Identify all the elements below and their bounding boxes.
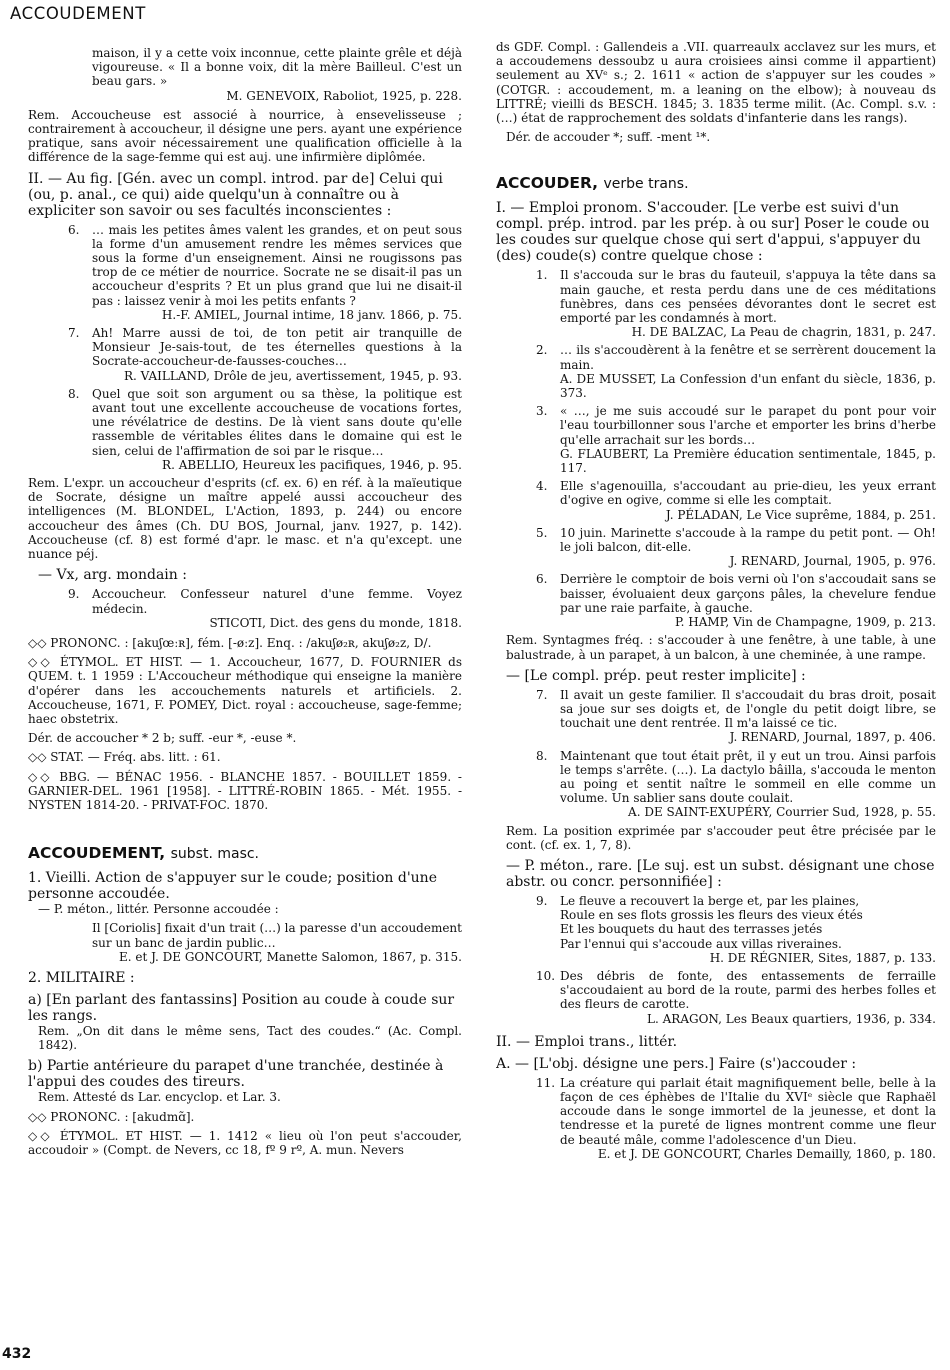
etymology-continuation: ds GDF. Compl. : Gallendeis a .VII. quarreaulx acclavez sur les murs, et a accoudemens dessoubz u aura croisiees ainsi comme il appartient) seulement au XVᵉ s.; 2. 1611 « action de s'appuyer sur les coudes » (COTGR. : accoudement, m. a leaning on the elbow); à nouveau ds LITTRÉ; vieilli ds BESCH. 1845; 3. 1835 terme milit. (Ac. Compl. s.v. : (…) état de rapprochement des soldats d'infanterie dans les rangs). [496, 40, 936, 126]
example-number: 8. [536, 748, 548, 763]
example-9 [28, 587, 462, 630]
example-number: 7. [68, 326, 80, 341]
example-5 [496, 526, 936, 569]
example-source: P. HAMP, Vin de Champagne, 1909, p. 213. [674, 615, 936, 630]
example-text: Ah! Marre aussi de toi, de ton petit air tranquille de Monsieur Je-sais-tout, de tes éternelles questions à la Socrate-accoucheur-de-fausses-couches… [92, 326, 462, 369]
entry-word: ACCOUDEMENT, [28, 844, 166, 863]
right-column [496, 40, 936, 1356]
example-9 [496, 894, 936, 965]
entry-word: ACCOUDER, [496, 174, 599, 193]
example-8 [496, 749, 936, 820]
example-text: Maintenant que tout était prêt, il y eut un trou. Ainsi parfois le temps s'arrête. (…). La dactylo bâilla, s'accouda le menton au poing et sentit naître le sommeil en elle comme un volume. Un sablier sans doute coulait. [560, 748, 936, 806]
example-number: 4. [536, 479, 548, 494]
running-head: ACCOUDEMENT [10, 4, 146, 23]
sense-2: 2. MILITAIRE : [28, 969, 135, 986]
quote-continuation [28, 46, 462, 103]
example-source: E. et J. DE GONCOURT, Charles Demailly, 1860, p. 180. [597, 1146, 936, 1161]
example-text: Derrière le comptoir de bois verni où l'on s'accoudait sans se baisser, évoluaient deux garçons pâles, la chevelure fendue par une raie parfaite, à gauche. [560, 572, 936, 615]
sub-heading: — P. méton., rare. [Le suj. est un subst. désignant une chose abstr. ou concr. personnifiée] : [506, 857, 935, 890]
remark: Rem. Accoucheuse est associé à nourrice, à ensevelisseuse ; contrairement à accoucheur, il désigne une pers. ayant une expérience pratique, sans avoir nécessairement une qualification officielle à la différence de la sage-femme qui est auj. une infirmière diplômée. [28, 107, 462, 165]
left-column [28, 46, 462, 1362]
section-heading: II. — Emploi trans., littér. [496, 1033, 678, 1050]
sub-heading: — P. méton., littér. Personne accoudée : [38, 902, 279, 917]
remark: Rem. L'expr. un accoucheur d'esprits (cf. ex. 6) en réf. à la maïeutique de Socrate, désigne un maître appelé aussi accoucheur des intelligences (M. BLONDEL, L'Action, 1893, p. 244) ou encore accoucheur des âmes (Ch. DU BOS, Journal, janv. 1927, p. 142). Accoucheuse (cf. 8) est formé d'apr. le masc. et n'a qu'except. une nuance péj. [28, 476, 462, 562]
example-source: J. RENARD, Journal, 1905, p. 976. [729, 554, 936, 569]
example-number: 3. [536, 404, 548, 419]
entry-heading [28, 844, 462, 862]
example-source: J. PÉLADAN, Le Vice suprême, 1884, p. 251. [665, 507, 936, 522]
example-text: Il s'accouda sur le bras du fauteuil, s'appuya la tête dans sa main gauche, et resta perdu dans une de ces méditations funèbres, dans ces pensées dévorantes dont le secret est emporté par les condamnés à mort. [560, 268, 936, 326]
example-source: E. et J. DE GONCOURT, Manette Salomon, 1867, p. 315. [118, 949, 462, 964]
example-text: Il avait un geste familier. Il s'accoudait du bras droit, posait sa joue sur ses doigts et, de l'ongle du petit doigt libre, se touchait une dent rentrée. Il m'a laissé ce tic. [560, 687, 936, 731]
example-8 [28, 387, 462, 472]
example-number: 1. [536, 268, 548, 283]
example-source: L. ARAGON, Les Beaux quartiers, 1936, p. 334. [647, 1011, 936, 1026]
example-source: R. VAILLAND, Drôle de jeu, avertissement, 1945, p. 93. [123, 368, 462, 383]
pronunciation: ◇◇ PRONONC. : [akuʃœːʀ], fém. [-øːz]. Enq. : /akuʃø₂ʀ, akuʃø₂z, D/. [28, 635, 432, 650]
derivation: Dér. de accouder *; suff. -ment ¹*. [506, 130, 711, 145]
page-number: 432 [2, 1346, 32, 1362]
remark: Rem. La position exprimée par s'accouder peut être précisée par le cont. (cf. ex. 1, 7, 8). [506, 823, 936, 852]
example-text: Il [Coriolis] fixait d'un trait (…) la paresse d'un accoudement sur un banc de jardin public… [92, 921, 462, 950]
example-quote [28, 921, 462, 964]
quote-text: maison, il y a cette voix inconnue, cette plainte grêle et déjà vigoureuse. « Il a bonne voix, dit la mère Bailleul. C'est un beau gars. » [92, 46, 462, 89]
example-source: J. RENARD, Journal, 1897, p. 406. [729, 730, 936, 745]
example-source: H. DE RÉGNIER, Sites, 1887, p. 133. [709, 950, 936, 965]
example-number: 7. [536, 687, 548, 702]
example-number: 5. [536, 525, 548, 540]
example-text: … mais les petites âmes valent les grandes, et on peut sous la forme d'un amusement rendre les mêmes services que sous la forme d'un enseignement. Ainsi ne rougissons pas trop de ce métier de nourrice. Socrate ne se disait-il pas un accoucheur d'esprits ? Et un plus grand que lui ne disait-il pas : laissez venir à moi les petits enfants ? [92, 222, 462, 308]
sense-1: 1. Vieilli. Action de s'appuyer sur le coude; position d'une personne accoudée. [28, 870, 437, 903]
example-text: … ils s'accoudèrent à la fenêtre et se serrèrent doucement la main. [560, 343, 936, 372]
example-source: R. ABELLIO, Heureux les pacifiques, 1946, p. 95. [162, 457, 462, 472]
example-number: 9. [68, 587, 80, 602]
entry-pos: subst. masc. [170, 846, 260, 863]
example-number: 2. [536, 343, 548, 358]
example-3 [496, 404, 936, 475]
etymology: ◇◇ ÉTYMOL. ET HIST. — 1. Accoucheur, 1677, D. FOURNIER ds QUEM. t. 1 1959 : L'Accoucheur méthodique qui enseigne la manière d'opérer dans les accouchements naturels et artificiels. 2. Accoucheuse, 1671, F. POMEY, Dict. royal : accoucheuse, sage-femme; haec obstetrix. [28, 655, 462, 726]
example-7 [496, 688, 936, 745]
sub-heading: — [Le compl. prép. peut rester implicite] : [506, 667, 806, 684]
section-heading: I. — Emploi pronom. S'accouder. [Le verbe est suivi d'un compl. prép. introd. par les prép. à ou sur] Poser le coude ou les coudes sur quelque chose qui sert d'appui, s'appuyer du (des) coude(s) contre quelque chose : [496, 200, 930, 265]
example-6 [496, 572, 936, 629]
entry-pos: verbe trans. [603, 176, 689, 193]
sub-heading: A. — [L'obj. désigne une pers.] Faire (s')accouder : [496, 1055, 857, 1072]
verse-line: Le fleuve a recouvert la berge et, par les plaines, [560, 893, 860, 908]
bibliography: ◇◇ BBG. — BÉNAC 1956. - BLANCHE 1857. - BOUILLET 1859. - GARNIER-DEL. 1961 [1958]. - LITTRÉ-ROBIN 1865. - Mét. 1955. - NYSTEN 1814-20. - PRIVAT-FOC. 1870. [28, 769, 462, 812]
entry-heading [496, 174, 936, 192]
example-number: 8. [68, 386, 80, 401]
example-number: 9. [536, 893, 548, 908]
example-text: La créature qui parlait était magnifiquement belle, belle à la façon de ces éphèbes de l'Italie du XVIᵉ siècle que Raphaël accoude dans le songe immortel de la jeunesse, et dont la tendresse et la pureté de lignes montrent comme une fleur de beauté mâle, comme l'adolescence d'un Dieu. [560, 1075, 936, 1147]
example-text: Accoucheur. Confesseur naturel d'une femme. Voyez médecin. [92, 587, 462, 616]
etymology: ◇◇ ÉTYMOL. ET HIST. — 1. 1412 « lieu où l'on peut s'accouder, accoudoir » (Compt. de Nevers, cc 18, fº 9 rº, A. mun. Nevers [28, 1128, 462, 1157]
remark: Rem. „On dit dans le même sens, Tact des coudes.“ (Ac. Compl. 1842). [38, 1023, 462, 1053]
example-11 [496, 1076, 936, 1161]
verse-line: Par l'ennui qui s'accoude aux villas riveraines. [560, 936, 842, 951]
example-text: Elle s'agenouilla, s'accoudant au prie-dieu, les yeux errant d'ogive en ogive, comme si elle les comptait. [560, 479, 936, 508]
pronunciation: ◇◇ PRONONC. : [akudmɑ̃]. [28, 1109, 195, 1124]
example-source: A. DE SAINT-EXUPÉRY, Courrier Sud, 1928, p. 55. [628, 805, 936, 820]
verse-line: Et les bouquets du haut des terrasses jetés [560, 922, 823, 937]
example-source: H.-F. AMIEL, Journal intime, 18 janv. 1866, p. 75. [161, 307, 462, 322]
example-source: A. DE MUSSET, La Confession d'un enfant du siècle, 1836, p. 373. [560, 371, 936, 401]
example-1 [496, 268, 936, 339]
example-source: G. FLAUBERT, La Première éducation sentimentale, 1845, p. 117. [560, 446, 936, 476]
example-2 [496, 343, 936, 400]
example-10 [496, 969, 936, 1026]
example-text: « …, je me suis accoudé sur le parapet du pont pour voir l'eau tourbillonner sous l'arche et emporter les brins d'herbe qu'elle arrachait sur les bords… [560, 404, 936, 447]
quote-source: M. GENEVOIX, Raboliot, 1925, p. 228. [226, 88, 462, 103]
example-source: STICOTI, Dict. des gens du monde, 1818. [209, 615, 462, 630]
statistics: ◇◇ STAT. — Fréq. abs. litt. : 61. [28, 750, 221, 765]
sub-heading: — Vx, arg. mondain : [38, 567, 187, 584]
example-number: 11. [536, 1075, 556, 1090]
example-number: 6. [536, 572, 548, 587]
example-source: H. DE BALZAC, La Peau de chagrin, 1831, p. 247. [631, 325, 936, 340]
remark: Rem. Attesté ds Lar. encyclop. et Lar. 3. [38, 1090, 281, 1105]
sense-2a: a) [En parlant des fantassins] Position au coude à coude sur les rangs. [28, 991, 455, 1024]
example-number: 6. [68, 222, 80, 237]
example-6 [28, 223, 462, 322]
example-text: 10 juin. Marinette s'accoude à la rampe du petit pont. — Oh! le joli balcon, dit-elle. [560, 525, 936, 555]
derivation: Dér. de accoucher * 2 b; suff. -eur *, -euse *. [28, 731, 297, 746]
example-text: Quel que soit son argument ou sa thèse, la politique est avant tout une excellente accoucheuse de vocations fortes, une révélatrice de destins. De là vient sans doute qu'elle rassemble de véritables élites dans le domaine qui est le sien, celui de l'affirmation de soi par le risque… [92, 386, 462, 458]
example-text: Des débris de fonte, des entassements de ferraille s'accoudaient au bord de la route, parmi des herbes folles et des fleurs de carotte. [560, 968, 936, 1012]
verse-line: Roule en ses flots grossis les fleurs des vieux étés [560, 908, 863, 923]
example-7 [28, 326, 462, 383]
remark: Rem. Syntagmes fréq. : s'accouder à une fenêtre, à une table, à une balustrade, à un parapet, à un balcon, à une cheminée, à une rampe. [506, 633, 936, 662]
sense-2b: b) Partie antérieure du parapet d'une tranchée, destinée à l'appui des coudes des tireurs. [28, 1058, 444, 1091]
example-4 [496, 479, 936, 522]
example-number: 10. [536, 968, 556, 983]
section-heading: II. — Au fig. [Gén. avec un compl. introd. par de] Celui qui (ou, p. anal., ce qui) aide quelqu'un à connaître ou à expliciter son savoir ou ses facultés inconscientes : [28, 170, 443, 219]
